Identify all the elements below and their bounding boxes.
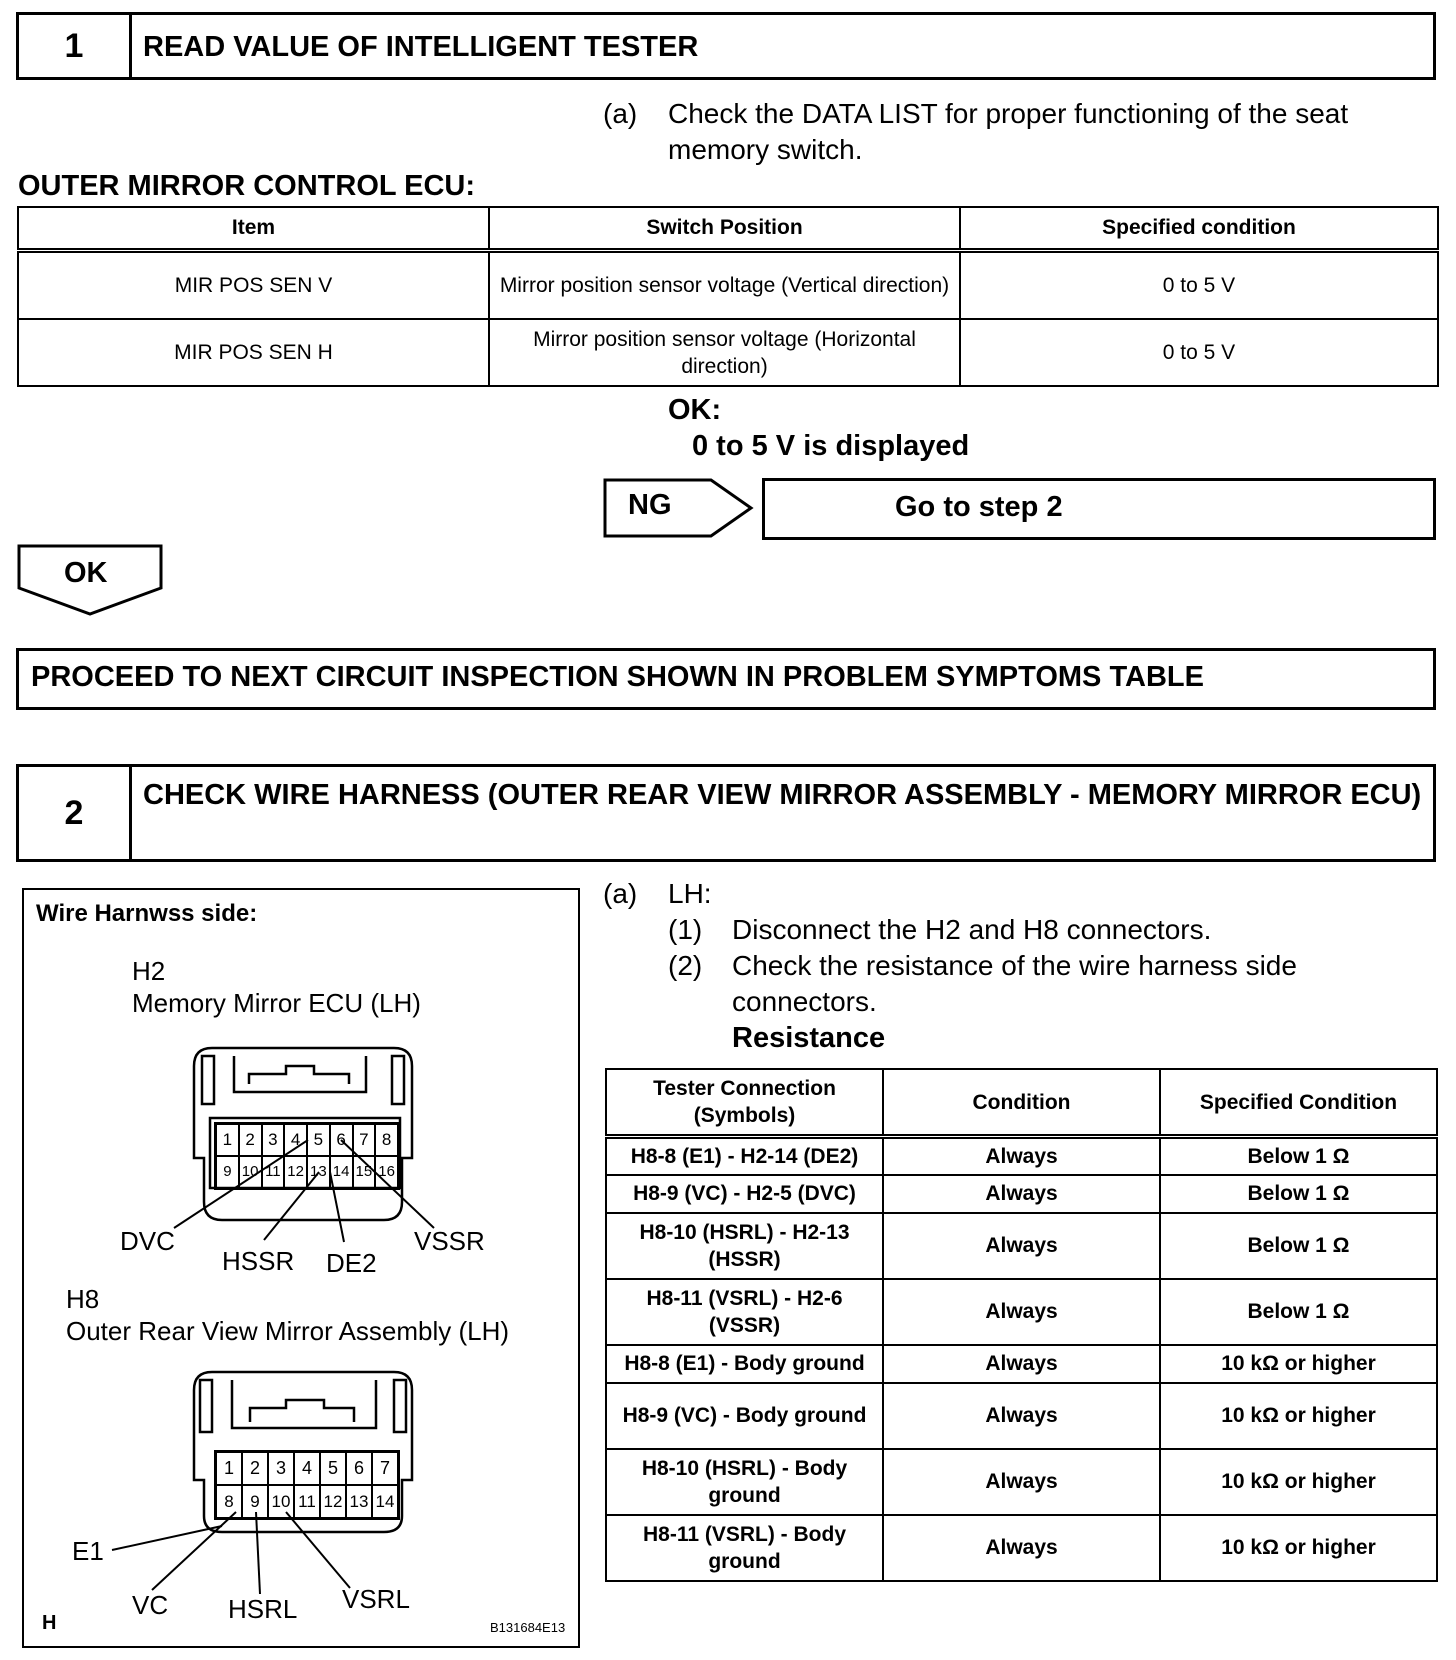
pin: 15 [353,1156,376,1188]
pin: 13 [307,1156,330,1188]
table-row [18,319,1438,386]
resistance-table-cell: Always [883,1345,1160,1383]
step2-instr-a: LH: [668,878,712,909]
table-row [606,1175,1437,1213]
pin: 11 [262,1156,285,1188]
table-row [606,1449,1437,1515]
table-row [606,1213,1437,1279]
resistance-table-cell: H8-11 (VSRL) - H2-6 (VSSR) [606,1279,883,1345]
h8-label-vsrl: VSRL [342,1584,410,1614]
go-to-step2-label: Go to step 2 [895,491,1063,523]
step2-instr-1-marker: (1) [668,914,703,945]
step1-instruction-marker: (a) [603,98,638,129]
resistance-table [605,1068,1438,1582]
pin: 2 [242,1452,268,1485]
resistance-table-cell: Always [883,1175,1160,1213]
step2-title: CHECK WIRE HARNESS (OUTER REAR VIEW MIRROR ASSEMBLY - MEMORY MIRROR ECU) [143,779,1422,811]
ok-criteria-label: OK: [668,394,722,426]
table-row [606,1137,1437,1175]
h2-label-vssr: VSSR [414,1226,485,1256]
pin: 8 [216,1485,242,1518]
h2-label-hssr: HSSR [222,1246,295,1276]
resistance-table-cell: H8-10 (HSRL) - Body ground [606,1449,883,1515]
step1-header [16,12,1436,80]
ecu-table-cell: MIR POS SEN H [18,319,489,386]
resistance-table-cell: 10 kΩ or higher [1160,1345,1437,1383]
h2-name: Memory Mirror ECU (LH) [132,988,421,1018]
resistance-table-cell: H8-11 (VSRL) - Body ground [606,1515,883,1581]
resistance-heading: Resistance [732,1022,886,1054]
h8-label-hsrl: HSRL [228,1594,298,1624]
step2-number: 2 [19,767,132,859]
resistance-table-header: Condition [883,1069,1160,1137]
proceed-text: PROCEED TO NEXT CIRCUIT INSPECTION SHOWN IN PROBLEM SYMPTOMS TABLE [31,661,1204,693]
pin: 3 [262,1124,285,1156]
step1-number: 1 [19,15,132,77]
pin: 1 [216,1452,242,1485]
pin: 10 [239,1156,262,1188]
ok-arrow-label: OK [64,557,108,589]
proceed-box [16,648,1436,710]
resistance-table-cell: Below 1 Ω [1160,1175,1437,1213]
ecu-table-cell: MIR POS SEN V [18,251,489,320]
pin: 7 [372,1452,398,1485]
pin: 7 [353,1124,376,1156]
pin: 5 [307,1124,330,1156]
ecu-data-table [17,206,1439,387]
step2-instr-1: Disconnect the H2 and H8 connectors. [732,914,1212,945]
ecu-table-cell: Mirror position sensor voltage (Vertical direction) [489,251,960,320]
pin: 10 [268,1485,294,1518]
h8-code: H8 [66,1284,100,1314]
h8-label-vc: VC [132,1590,169,1620]
step2-instr-a-marker: (a) [603,878,638,909]
ecu-table-cell: 0 to 5 V [960,319,1438,386]
table-row [606,1383,1437,1449]
resistance-table-header-row [606,1069,1437,1137]
ecu-table-header: Specified condition [960,207,1438,251]
table-row [18,251,1438,320]
ecu-table-header: Switch Position [489,207,960,251]
h2-label-de2: DE2 [326,1248,377,1278]
pin: 1 [216,1124,239,1156]
table-row [606,1345,1437,1383]
ecu-table-heading: OUTER MIRROR CONTROL ECU: [18,170,476,202]
ecu-table-cell: 0 to 5 V [960,251,1438,320]
pin: 4 [294,1452,320,1485]
h8-connector-icon [24,890,578,1646]
ecu-table-header: Item [18,207,489,251]
h2-code: H2 [132,956,166,986]
pin: 9 [216,1156,239,1188]
resistance-table-cell: H8-10 (HSRL) - H2-13 (HSSR) [606,1213,883,1279]
step2-instr-2-marker: (2) [668,950,703,981]
resistance-table-cell: Below 1 Ω [1160,1137,1437,1175]
pin: 2 [239,1124,262,1156]
resistance-table-cell: Always [883,1515,1160,1581]
resistance-table-cell: 10 kΩ or higher [1160,1383,1437,1449]
h8-pin-grid [214,1450,400,1520]
ng-label: NG [628,489,672,521]
go-to-step2-box[interactable] [762,478,1436,540]
table-row [606,1515,1437,1581]
pin: 13 [346,1485,372,1518]
step2-instr-2: Check the resistance of the wire harness side connectors. [732,950,1297,1017]
resistance-table-cell: H8-9 (VC) - Body ground [606,1383,883,1449]
resistance-table-cell: Below 1 Ω [1160,1213,1437,1279]
ng-arrow-icon [603,478,755,538]
wire-harness-diagram [22,888,580,1648]
resistance-table-cell: 10 kΩ or higher [1160,1449,1437,1515]
pin: 16 [375,1156,398,1188]
step1-title: READ VALUE OF INTELLIGENT TESTER [143,31,699,63]
pin: 12 [320,1485,346,1518]
resistance-table-cell: Always [883,1137,1160,1175]
pin: 12 [284,1156,307,1188]
pin: 6 [330,1124,353,1156]
h8-label-e1: E1 [72,1536,104,1566]
diagram-heading: Wire Harnwss side: [36,900,258,927]
resistance-table-cell: Always [883,1213,1160,1279]
resistance-table-cell: Always [883,1279,1160,1345]
h8-name: Outer Rear View Mirror Assembly (LH) [66,1316,510,1346]
pin: 5 [320,1452,346,1485]
pin: 14 [372,1485,398,1518]
resistance-table-cell: Always [883,1383,1160,1449]
ok-criteria-result: 0 to 5 V is displayed [692,430,970,462]
resistance-table-cell: 10 kΩ or higher [1160,1515,1437,1581]
corner-mark: H [42,1612,57,1634]
pin: 14 [330,1156,353,1188]
pin: 8 [375,1124,398,1156]
step1-instruction: Check the DATA LIST for proper functioning of the seat memory switch. [668,98,1349,165]
pin: 9 [242,1485,268,1518]
figure-code: B131684E13 [490,1620,566,1635]
resistance-table-header: Tester Connection (Symbols) [606,1069,883,1137]
resistance-table-cell: H8-8 (E1) - H2-14 (DE2) [606,1137,883,1175]
resistance-table-cell: H8-9 (VC) - H2-5 (DVC) [606,1175,883,1213]
ecu-table-cell: Mirror position sensor voltage (Horizontal direction) [489,319,960,386]
table-row [606,1279,1437,1345]
ecu-table-header-row [18,207,1438,251]
pin: 4 [284,1124,307,1156]
resistance-table-cell: Below 1 Ω [1160,1279,1437,1345]
resistance-table-header: Specified Condition [1160,1069,1437,1137]
h2-label-dvc: DVC [120,1226,175,1256]
resistance-table-cell: Always [883,1449,1160,1515]
pin: 6 [346,1452,372,1485]
resistance-table-cell: H8-8 (E1) - Body ground [606,1345,883,1383]
pin: 3 [268,1452,294,1485]
step2-header [16,764,1436,862]
pin: 11 [294,1485,320,1518]
